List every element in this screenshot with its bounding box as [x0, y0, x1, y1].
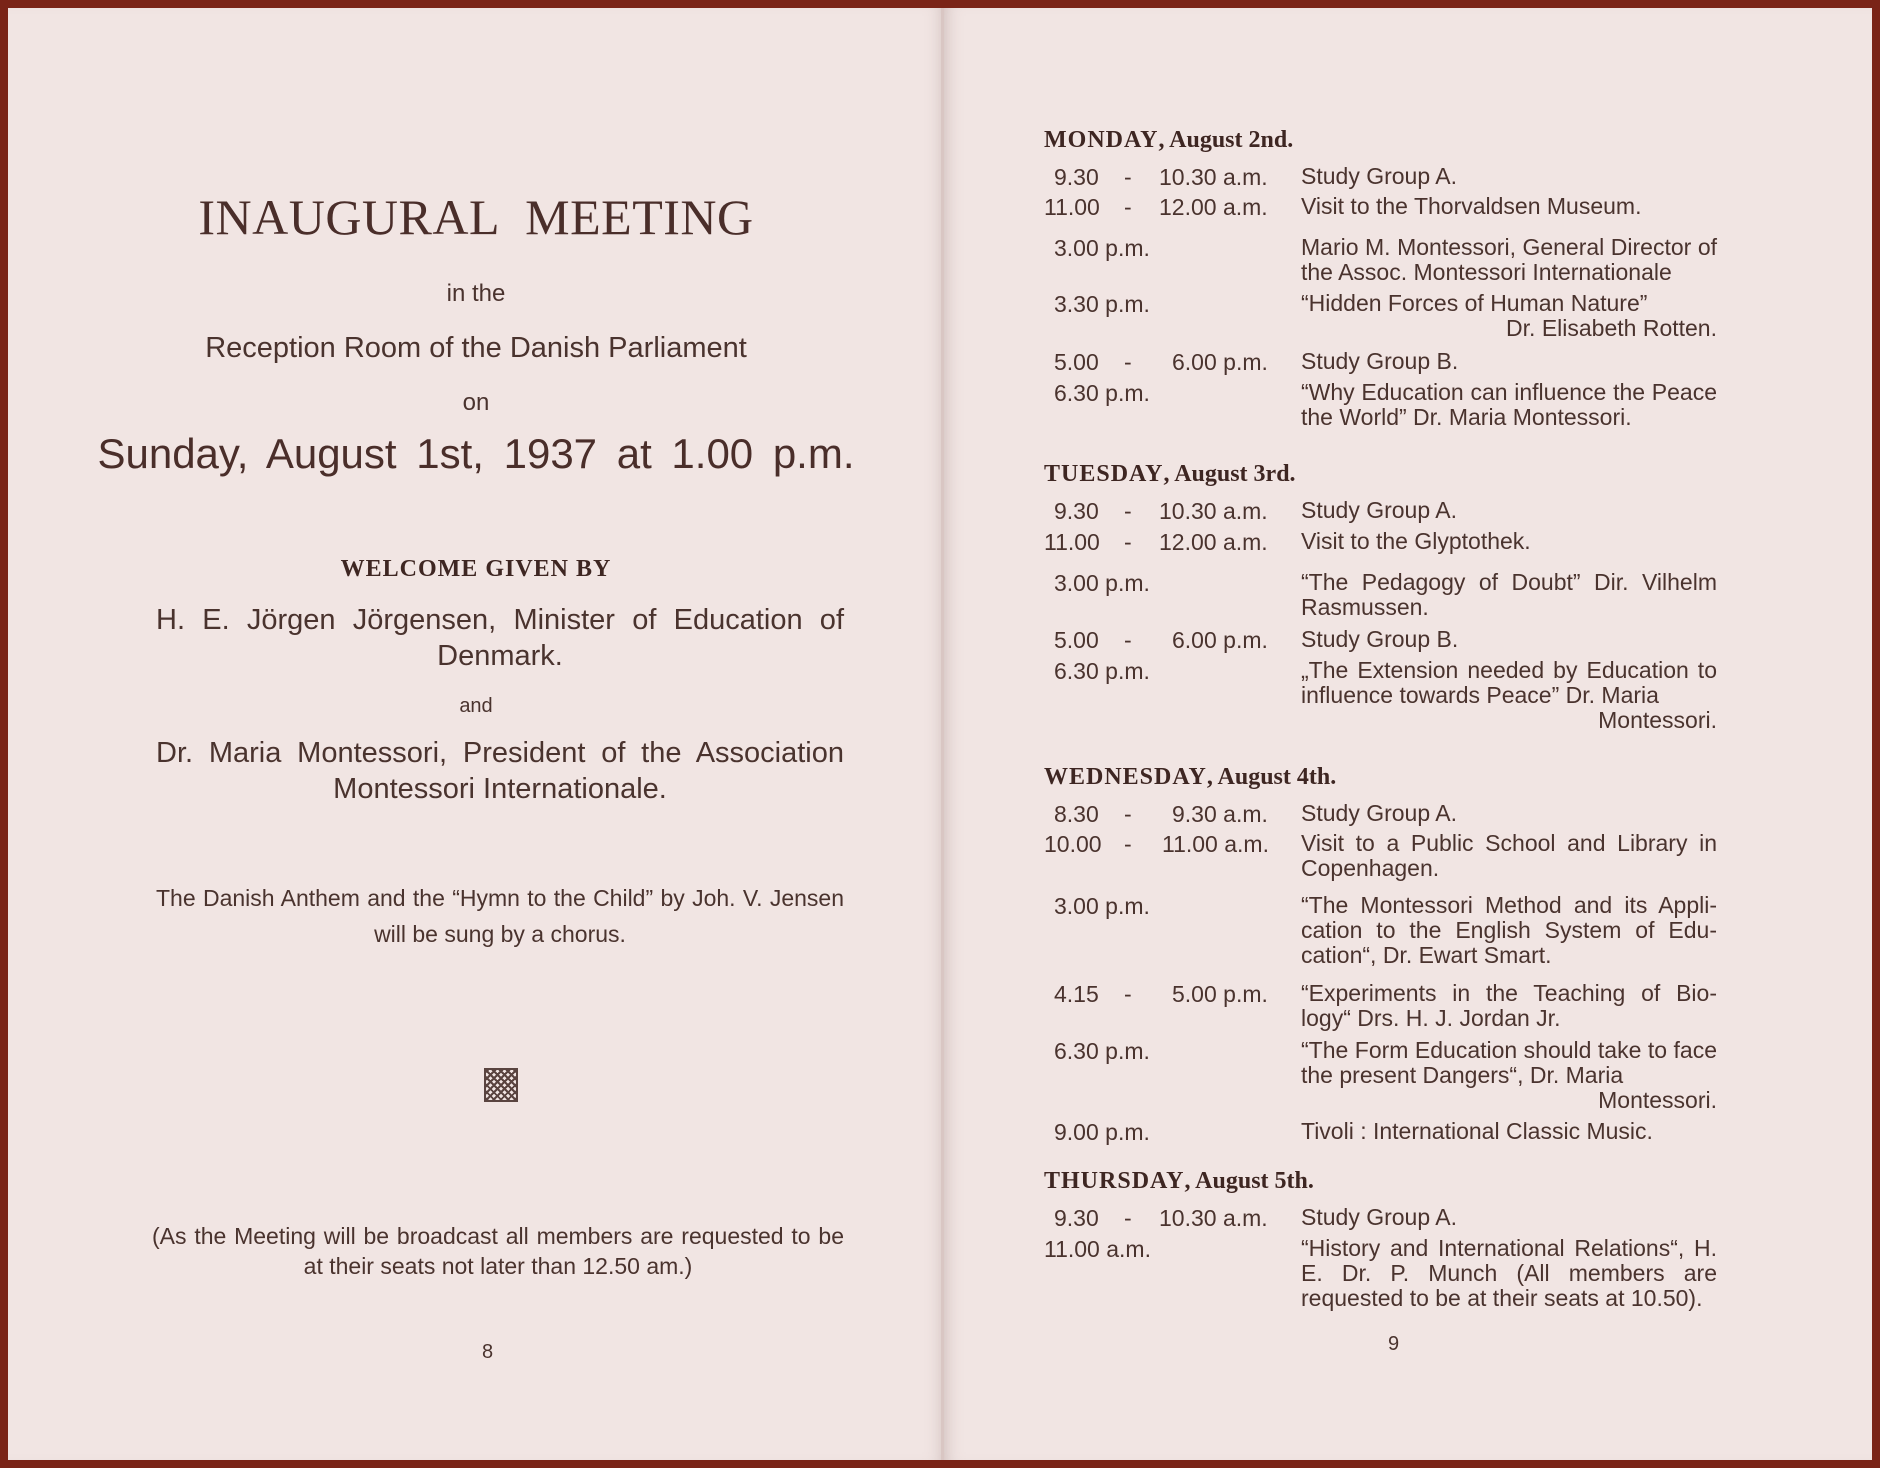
event-time-start: 5.00: [1054, 627, 1099, 653]
on-text: on: [462, 389, 490, 416]
event-time-end: 5.00 p.m.: [1172, 981, 1268, 1007]
event-speaker: Montessori.: [1598, 1087, 1717, 1113]
event-time-end: 6.00 p.m.: [1172, 349, 1268, 375]
broadcast-note: (As the Meeting will be broadcast all members are requested to be at their seats not later than 12.50 am.): [152, 1223, 844, 1279]
event-description: „The Extension needed by Education to influence towards Peace” Dr. Maria: [1301, 657, 1717, 708]
page-number-right: 9: [1388, 1333, 1400, 1355]
and-text: and: [459, 695, 493, 717]
event-description: Tivoli : International Classic Music.: [1301, 1118, 1653, 1144]
page-number-left: 8: [482, 1341, 494, 1363]
in-the-text: in the: [446, 280, 506, 307]
music-note: The Danish Anthem and the “Hymn to the Child” by Joh. V. Jensen will be sung by a chorus.: [156, 885, 844, 947]
speaker-two: Dr. Maria Montessori, President of the Association Montessori Internationale.: [156, 737, 844, 805]
venue-text: Reception Room of the Danish Parliament: [205, 332, 747, 364]
time-dash: -: [1124, 981, 1132, 1007]
event-speaker: Dr. Elisabeth Rotten.: [1506, 315, 1717, 341]
event-time: 6.30 p.m.: [1054, 380, 1150, 406]
page-title: INAUGURAL MEETING: [198, 189, 754, 245]
event-time-start: 5.00: [1054, 349, 1099, 375]
event-time-end: 10.30 a.m.: [1159, 164, 1268, 190]
time-dash: -: [1124, 1205, 1132, 1231]
emblem-icon: [484, 1068, 518, 1102]
time-dash: -: [1124, 627, 1132, 653]
event-description: “Experiments in the Teaching of Bio- logy“ Drs. H. J. Jordan Jr.: [1301, 980, 1717, 1031]
time-dash: -: [1124, 831, 1132, 857]
right-page: [944, 8, 1872, 1460]
event-time-end: 6.00 p.m.: [1172, 627, 1268, 653]
event-description: “Why Education can influence the Peace the World” Dr. Maria Montessori.: [1301, 379, 1717, 430]
event-description: Study Group A.: [1301, 497, 1457, 523]
event-time: 3.00 p.m.: [1054, 570, 1150, 596]
event-description: “The Montessori Method and its Appli- cation to the English System of Edu- cation“, Dr. Ewart Smart.: [1301, 892, 1717, 968]
meeting-datetime: Sunday, August 1st, 1937 at 1.00 p.m.: [97, 430, 855, 477]
event-time-start: 9.30: [1054, 1205, 1099, 1231]
welcome-heading: WELCOME GIVEN BY: [340, 556, 612, 582]
event-time-end: 10.30 a.m.: [1159, 498, 1268, 524]
day-heading-monday: MONDAY, August 2nd.: [1044, 127, 1294, 153]
event-description: “The Form Education should take to face the present Dangers“, Dr. Maria: [1301, 1037, 1717, 1088]
event-description: Study Group A.: [1301, 1204, 1457, 1230]
event-time-start: 8.30: [1054, 801, 1099, 827]
day-heading-tuesday: TUESDAY, August 3rd.: [1044, 461, 1296, 487]
event-description: Study Group B.: [1301, 626, 1459, 652]
event-speaker: Montessori.: [1598, 707, 1717, 733]
event-time: 3.30 p.m.: [1054, 291, 1150, 317]
event-time-end: 9.30 a.m.: [1172, 801, 1268, 827]
event-description: Study Group A.: [1301, 800, 1457, 826]
event-time-end: 10.30 a.m.: [1159, 1205, 1268, 1231]
event-time: 6.30 p.m.: [1054, 658, 1150, 684]
event-description: “The Pedagogy of Doubt” Dir. Vilhelm Rasmussen.: [1301, 569, 1717, 620]
event-time: 11.00 a.m.: [1044, 1236, 1151, 1262]
event-description: “Hidden Forces of Human Nature”: [1301, 290, 1648, 316]
event-time-start: 4.15: [1054, 981, 1099, 1007]
time-dash: -: [1124, 349, 1132, 375]
time-dash: -: [1124, 164, 1132, 190]
event-time-end: 12.00 a.m.: [1159, 529, 1268, 555]
event-time-start: 11.00: [1044, 529, 1100, 555]
event-time: 6.30 p.m.: [1054, 1038, 1150, 1064]
time-dash: -: [1124, 194, 1132, 220]
event-time-start: 11.00: [1044, 194, 1100, 220]
event-time: 9.00 p.m.: [1054, 1119, 1150, 1145]
time-dash: -: [1124, 529, 1132, 555]
event-description: “History and International Relations“, H. E. Dr. P. Munch (All members are requested to be at their seats at 10.50).: [1301, 1235, 1717, 1311]
event-time-start: 9.30: [1054, 498, 1099, 524]
event-description: Visit to the Glyptothek.: [1301, 528, 1531, 554]
event-time-end: 12.00 a.m.: [1159, 194, 1268, 220]
event-time: 3.00 p.m.: [1054, 893, 1150, 919]
time-dash: -: [1124, 498, 1132, 524]
day-heading-wednesday: WEDNESDAY, August 4th.: [1044, 764, 1337, 790]
event-description: Mario M. Montessori, General Director of the Assoc. Montessori Internationale: [1301, 234, 1717, 285]
event-description: Visit to the Thorvaldsen Museum.: [1301, 193, 1642, 219]
event-time: 3.00 p.m.: [1054, 235, 1150, 261]
event-description: Visit to a Public School and Library in Copenhagen.: [1301, 830, 1717, 881]
left-page: [8, 8, 944, 1460]
event-description: Study Group B.: [1301, 348, 1459, 374]
time-dash: -: [1124, 801, 1132, 827]
event-time-start: 10.00: [1044, 831, 1102, 857]
event-description: Study Group A.: [1301, 163, 1457, 189]
day-heading-thursday: THURSDAY, August 5th.: [1044, 1168, 1314, 1194]
event-time-end: 11.00 a.m.: [1162, 831, 1269, 857]
speaker-one: H. E. Jörgen Jörgensen, Minister of Education of Denmark.: [156, 604, 844, 672]
event-time-start: 9.30: [1054, 164, 1099, 190]
